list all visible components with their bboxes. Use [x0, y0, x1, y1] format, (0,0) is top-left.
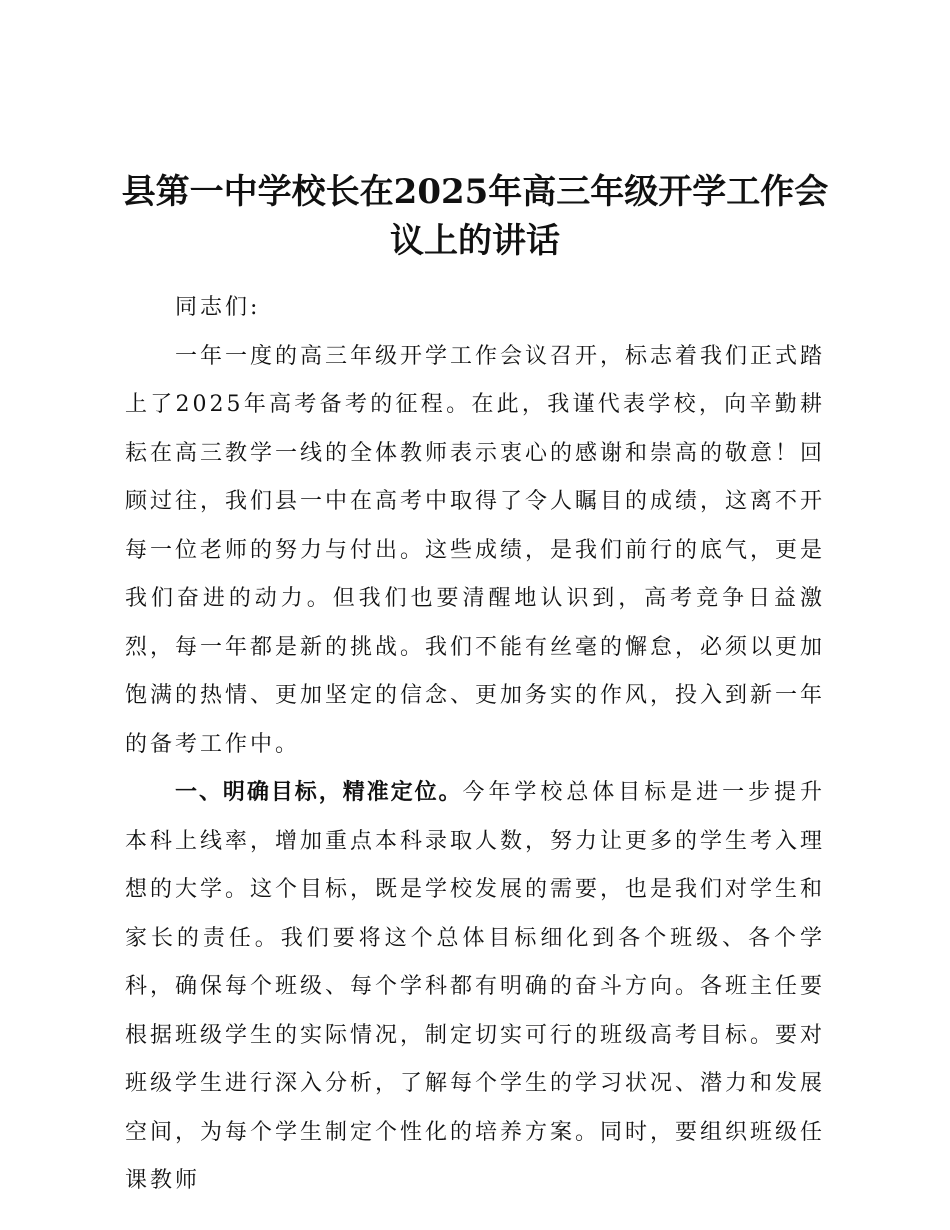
greeting-paragraph: 同志们:	[175, 295, 261, 320]
section-1-paragraph	[125, 769, 825, 1206]
section-1-heading: 一、明确目标，精准定位。	[175, 780, 463, 805]
document-body	[125, 284, 825, 1206]
intro-paragraph: 一年一度的高三年级开学工作会议召开，标志着我们正式踏上了2025年高考备考的征程。在此，我谨代表学校，向辛勤耕耘在高三教学一线的全体教师表示衷心的感谢和崇高的敬意！回顾过往，我们县一中在高考中取得了令人瞩目的成绩，这离不开每一位老师的努力与付出。这些成绩，是我们前行的底气，更是我们奋进的动力。但我们也要清醒地认识到，高考竞争日益激烈，每一年都是新的挑战。我们不能有丝毫的懈怠，必须以更加饱满的热情、更加坚定的信念、更加务实的作风，投入到新一年的备考工作中。	[125, 343, 826, 757]
document-title: 县第一中学校长在2025年高三年级开学工作会议上的讲话	[121, 172, 829, 261]
section-1-text: 今年学校总体目标是进一步提升本科上线率，增加重点本科录取人数，努力让更多的学生考入理想的大学。这个目标，既是学校发展的需要，也是我们对学生和家长的责任。我们要将这个总体目标细化到各个班级、各个学科，确保每个班级、每个学科都有明确的奋斗方向。各班主任要根据班级学生的实际情况，制定切实可行的班级高考目标。要对班级学生进行深入分析，了解每个学生的学习状况、潜力和发展空间，为每个学生制定个性化的培养方案。同时，要组织班级任课教师	[125, 780, 826, 1193]
